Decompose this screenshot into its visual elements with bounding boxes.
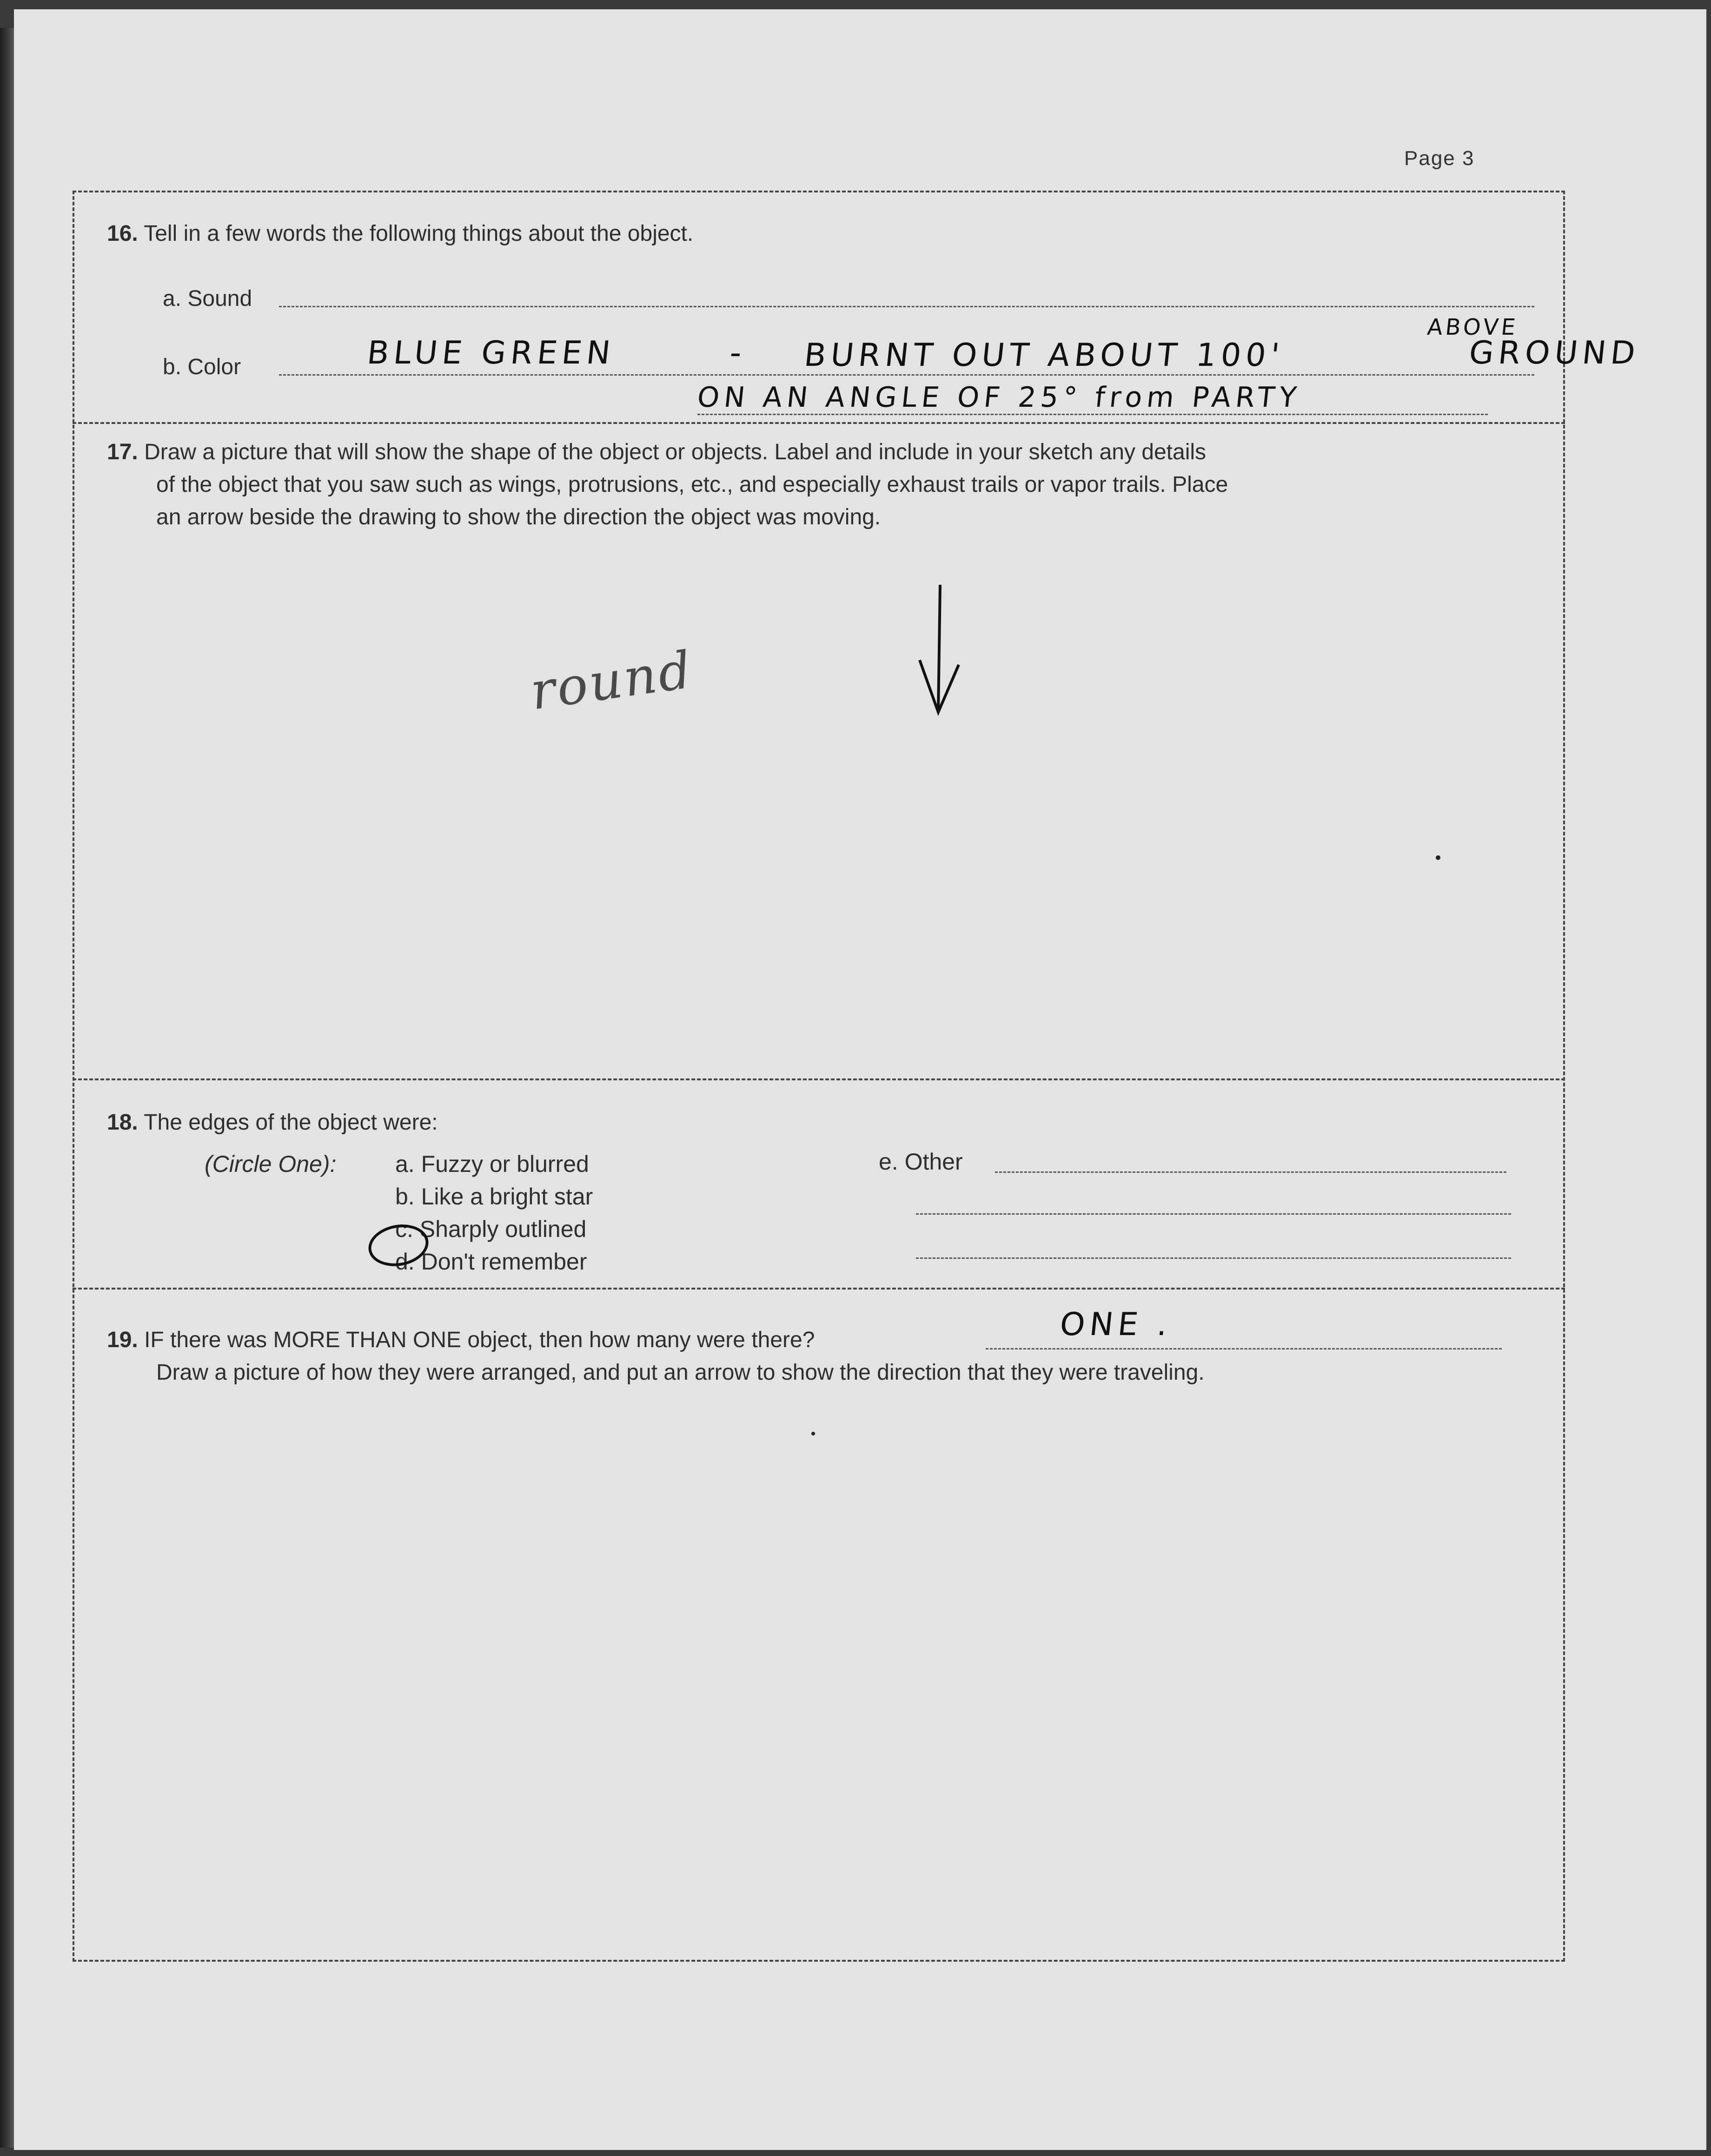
q16-color-answer-burnt: BURNT OUT ABOUT 100' [802,337,1286,374]
q18-prompt [107,1106,438,1139]
divider-18-19 [73,1288,1565,1290]
q16-color-answer-above: ABOVE [1426,314,1519,340]
page-number: Page 3 [1404,147,1475,170]
q18-option-a[interactable]: a. Fuzzy or blurred [395,1151,589,1177]
q18-option-c[interactable]: c. Sharply outlined [395,1216,587,1242]
q19-count-field[interactable] [986,1348,1502,1349]
q18-circle-one: (Circle One): [205,1151,337,1177]
q18-other-field-line2[interactable] [916,1213,1511,1215]
q18-other-field[interactable] [995,1171,1506,1173]
q19-prompt-line1 [107,1324,815,1356]
q18-other-field-line3[interactable] [916,1257,1511,1259]
q16-color-answer-ground: GROUND [1467,335,1642,371]
q17-number: 17. [107,440,138,464]
q17-prompt-line2: of the object that you saw such as wings, protrusions, etc., and especially exhaust trails or vapor trails. Place [156,472,1228,497]
down-arrow-icon [911,581,967,721]
q17-text-line1: Draw a picture that will show the shape of the object or objects. Label and include in your sketch any details [144,440,1207,464]
q19-text-line1: IF there was MORE THAN ONE object, then how many were there? [144,1328,815,1352]
q16-color-answer: BLUE GREEN [365,335,617,371]
q16-color-field[interactable] [279,374,1534,376]
q19-number: 19. [107,1328,138,1352]
divider-17-18 [73,1078,1565,1080]
q17-prompt-line3: an arrow beside the drawing to show the direction the object was moving. [156,505,881,529]
q19-answer: ONE . [1058,1306,1174,1343]
q18-number: 18. [107,1110,138,1135]
q17-prompt-line1 [107,436,1206,469]
q16-text: Tell in a few words the following things about the object. [144,221,694,246]
divider-16-17 [73,422,1565,424]
q19-prompt-line2: Draw a picture of how they were arranged, and put an arrow to show the direction that they were traveling. [156,1360,1205,1385]
q18-option-e[interactable]: e. Other [879,1149,963,1175]
q16-color-answer-dash: - [728,335,748,371]
q18-option-d[interactable]: d. Don't remember [395,1249,587,1275]
q16-color-label: b. Color [163,355,241,379]
q16-number: 16. [107,221,138,246]
q18-option-b[interactable]: b. Like a bright star [395,1184,593,1210]
q16-sound-label: a. Sound [163,286,252,311]
q16-color-answer-line2: ON AN ANGLE OF 25° from PARTY [696,381,1303,414]
scan-speck [1436,855,1440,860]
q16-prompt [107,218,693,250]
q16-color-field-line2[interactable] [697,414,1488,415]
q17-sketch-label: round [526,640,697,721]
q16-sound-field[interactable] [279,306,1534,307]
q18-text: The edges of the object were: [144,1110,438,1135]
scan-speck [811,1432,815,1435]
form-page [14,9,1706,2150]
